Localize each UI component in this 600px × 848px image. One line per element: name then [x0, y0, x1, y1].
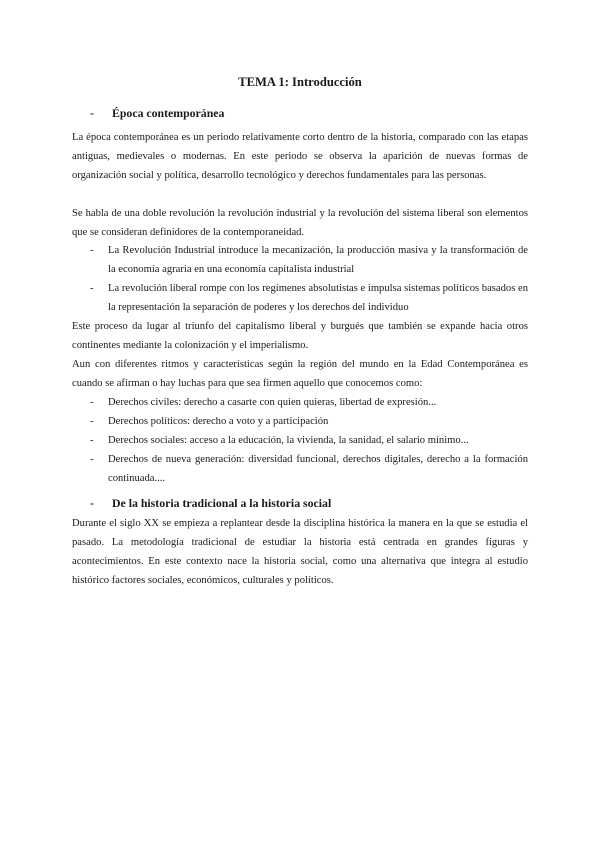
list-item: - Derechos sociales: acceso a la educación, la vivienda, la sanidad, el salario mínimo...: [90, 435, 469, 446]
social-history-text: Durante el siglo XX se empieza a replantear desde la disciplina histórica la manera en la que se estudia el pasado. La metodología tradicional de estudiar la historia está centrada en grandes figuras y acontecimientos. En este contexto nace la historia social, como una alternativa que integra al estudio histórico factores sociales, económicos, culturales y políticos.: [72, 518, 528, 586]
list-item: - La revolución liberal rompe con los regímenes absolutistas e impulsa sistemas políticos basados en la representación la separación de poderes y los derechos del individuo: [90, 283, 528, 313]
list-item: - La Revolución Industrial introduce la mecanización, la producción masiva y la transformación de la economía agraria en una economía capitalista industrial: [90, 245, 528, 275]
social-history-paragraph: [72, 514, 528, 590]
page-title: TEMA 1: Introducción: [238, 75, 362, 89]
process-paragraph: [72, 317, 528, 355]
section-heading-text: Época contemporánea: [112, 106, 225, 120]
rights-paragraph: [72, 355, 528, 393]
revolutions-paragraph: [72, 204, 528, 242]
rights-text: Aun con diferentes ritmos y características según la región del mundo en la Edad Contemporánea es cuando se afirman o hay luchas para que sea firmen aquello que conocemos como:: [72, 359, 528, 389]
list-item: - Derechos civiles: derecho a casarte con quien quieras, libertad de expresión...: [90, 397, 437, 408]
heading-dash: -: [90, 106, 94, 120]
section-heading-social-history: [90, 494, 331, 513]
process-text: Este proceso da lugar al triunfo del capitalismo liberal y burgués que también se expande hacia otros continentes mediante la colonización y el imperialismo.: [72, 321, 528, 351]
intro-text: La época contemporánea es un periodo relativamente corto dentro de la historia, comparado con las etapas antiguas, medievales o modernas. En este periodo se observa la aparición de nuevas formas de organización social y política, desarrollo tecnológico y derechos fundamentales para las personas.: [72, 132, 528, 181]
heading-dash: -: [90, 496, 94, 510]
section-heading-contemporary: [90, 104, 224, 123]
section-heading-text: De la historia tradicional a la historia social: [112, 496, 332, 510]
revolutions-list: [90, 241, 528, 317]
list-item: - Derechos de nueva generación: diversidad funcional, derechos digitales, derecho a la formación continuada....: [90, 454, 528, 484]
revolutions-text: Se habla de una doble revolución la revolución industrial y la revolución del sistema liberal son elementos que se consideran definidores de la contemporaneidad.: [72, 208, 528, 238]
intro-paragraph: [72, 128, 528, 185]
rights-list: [90, 393, 528, 488]
list-item: - Derechos políticos: derecho a voto y a participación: [90, 416, 329, 427]
